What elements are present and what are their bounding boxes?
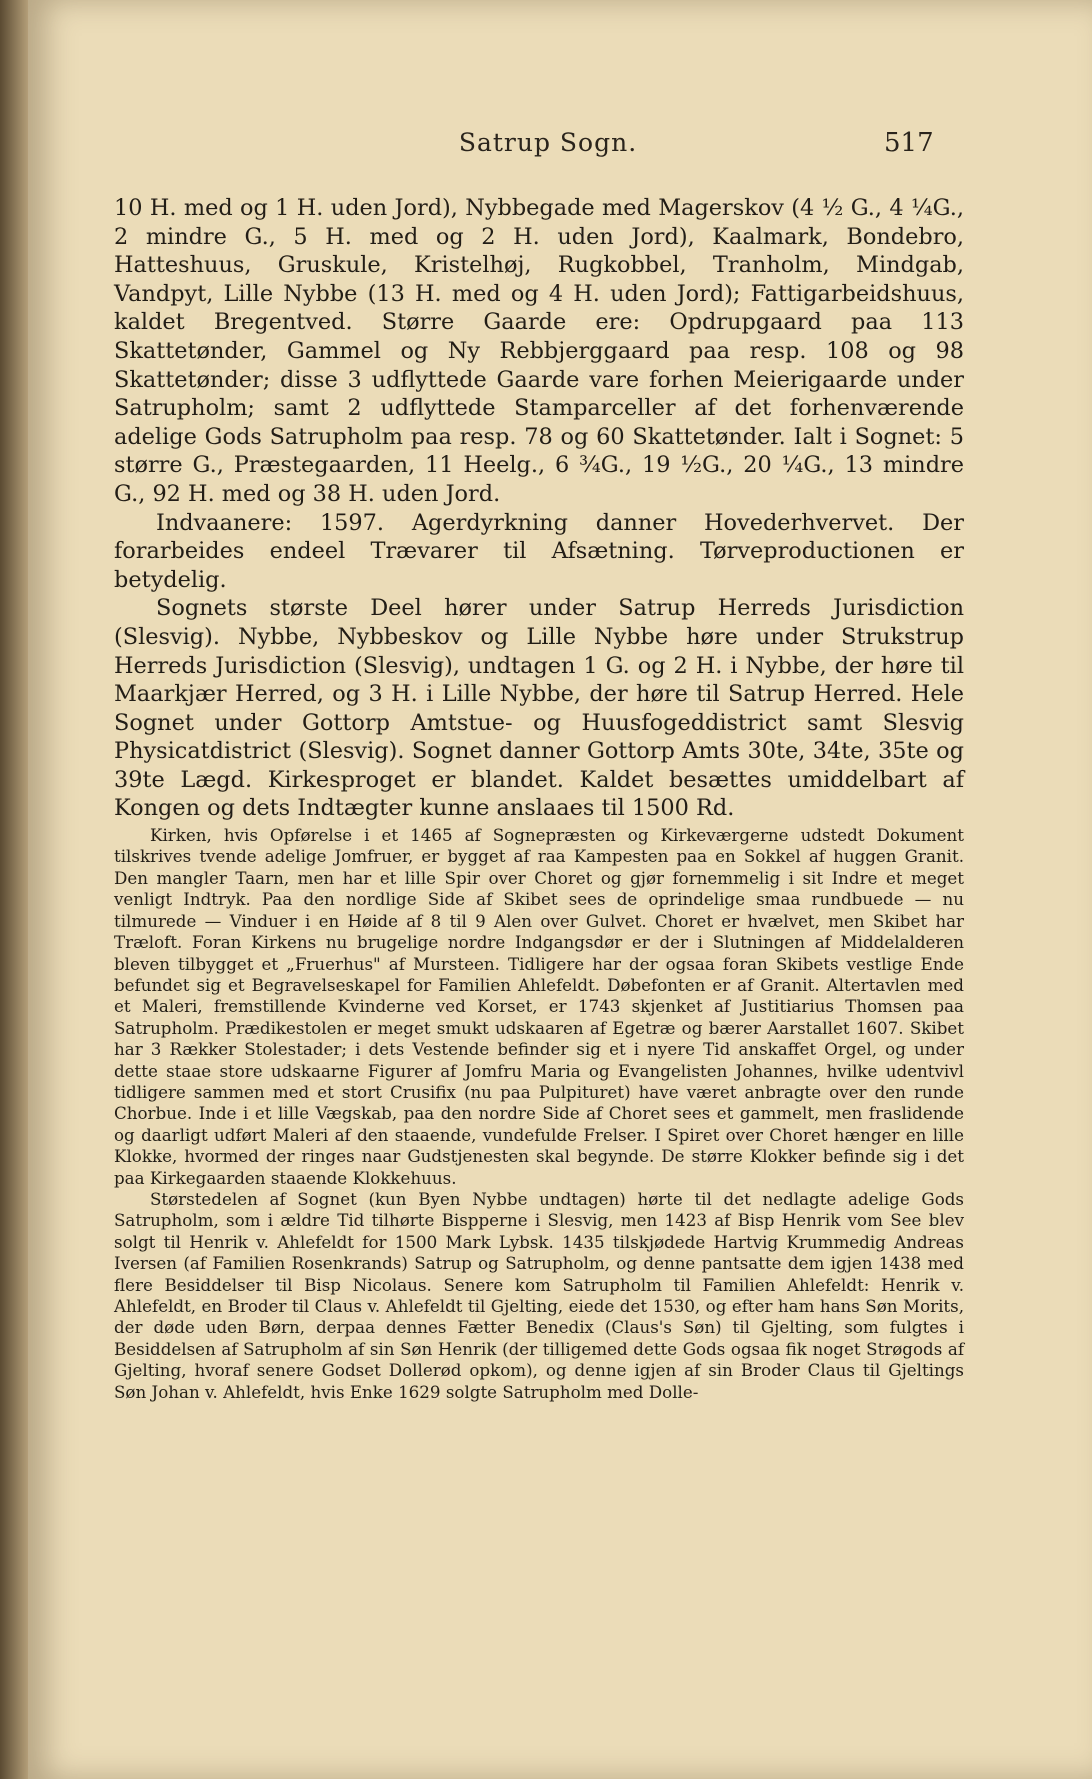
book-gutter	[0, 0, 28, 1779]
page-number: 517	[884, 128, 934, 158]
paragraph-villages: 10 H. med og 1 H. uden Jord), Nybbegade med Magerskov (4 ½ G., 4 ¼G., 2 mindre G., 5 H. med og 2 H. uden Jord), Kaalmark, Bondebro, Hatteshuus, Gruskule, Kristelhøj, Rugkobbel, Tranholm, Mindgab, Vandpyt, Lille Nybbe (13 H. med og 4 H. uden Jord); Fattigarbeidshuus, kaldet Bregentved. Større Gaarde ere: Opdrupgaard paa 113 Skattetønder, Gammel og Ny Rebbjerggaard paa resp. 108 og 98 Skattetønder; disse 3 udflyttede Gaarde vare forhen Meierigaarde under Satrupholm; samt 2 udflyttede Stamparceller af det forhenværende adelige Gods Satrupholm paa resp. 78 og 60 Skattetønder. Ialt i Sognet: 5 større G., Præstegaarden, 11 Heelg., 6 ¾G., 19 ½G., 20 ¼G., 13 mindre G., 92 H. med og 38 H. uden Jord.	[114, 195, 964, 507]
paragraph-church: Kirken, hvis Opførelse i et 1465 af Sognepræsten og Kirkeværgerne udstedt Dokument tilskrives tvende adelige Jomfruer, er bygget af raa Kampesten paa en Sokkel af huggen Granit. Den mangler Taarn, men har et lille Spir over Choret og gjør fornemmelig i sit Indre et meget venligt Indtryk. Paa den nordlige Side af Skibet sees de oprindelige smaa rundbuede — nu tilmurede — Vinduer i en Høide af 8 til 9 Alen over Gulvet. Choret er hvælvet, men Skibet har Træloft. Foran Kirkens nu brugelige nordre Indgangsdør er der i Slutningen af Middelalderen bleven tilbygget et „Fruerhus" af Mursteen. Tidligere har der ogsaa foran Skibets vestlige Ende befundet sig et Begravelseskapel for Familien Ahlefeldt. Døbefonten er af Granit. Altertavlen med et Maleri, fremstillende Kvinderne ved Korset, er 1743 skjenket af Justitiarius Thomsen paa Satrupholm. Prædikestolen er meget smukt udskaaren af Egetræ og bærer Aarstallet 1607. Skibet har 3 Rækker Stolestader; i dets Vestende befinder sig et i nyere Tid anskaffet Orgel, og under dette staae store udskaarne Figurer af Jomfru Maria og Evangelisten Johannes, hvilke udentvivl tidligere sammen med et stort Crusifix (nu paa Pulpituret) have været anbragte over den runde Chorbue. Inde i et lille Vægskab, paa den nordre Side af Choret sees et gammelt, men fraslidende og daarligt udført Maleri af den staaende, vundefulde Frelser. I Spiret over Choret hænger en lille Klokke, hvormed der ringes naar Gudstjenesten skal begynde. De større Klokker befinde sig i det paa Kirkegaarden staaende Klokkehuus.	[114, 825, 964, 1188]
paragraph-jurisdiction: Sognets største Deel hører under Satrup Herreds Jurisdiction (Slesvig). Nybbe, Nybbeskov og Lille Nybbe høre under Strukstrup Herreds Jurisdiction (Slesvig), undtagen 1 G. og 2 H. i Nybbe, der høre til Maarkjær Herred, og 3 H. i Lille Nybbe, der høre til Satrup Herred. Hele Sognet under Gottorp Amtstue- og Huusfogeddistrict samt Slesvig Physicatdistrict (Slesvig). Sognet danner Gottorp Amts 30te, 34te, 35te og 39te Lægd. Kirkesproget er blandet. Kaldet besættes umiddelbart af Kongen og dets Indtægter kunne anslaaes til 1500 Rd.	[114, 595, 964, 822]
paragraph-population: Indvaanere: 1597. Agerdyrkning danner Hovederhvervet. Der forarbeides endeel Trævarer til Afsætning. Tørveproductionen er betydelig.	[114, 509, 964, 593]
running-header	[28, 128, 1092, 164]
body-text	[114, 194, 964, 1403]
running-title: Satrup Sogn.	[458, 128, 638, 157]
book-page	[28, 0, 1092, 1779]
paragraph-history: Størstedelen af Sognet (kun Byen Nybbe undtagen) hørte til det nedlagte adelige Gods Satrupholm, som i ældre Tid tilhørte Bispperne i Slesvig, men 1423 af Bisp Henrik vom See blev solgt til Henrik v. Ahlefeldt for 1500 Mark Lybsk. 1435 tilskjødede Hartvig Krummedig Andreas Iversen (af Familien Rosenkrands) Satrup og Satrupholm, og denne pantsatte dem igjen 1438 med flere Besiddelser til Bisp Nicolaus. Senere kom Satrupholm til Familien Ahlefeldt: Henrik v. Ahlefeldt, en Broder til Claus v. Ahlefeldt til Gjelting, eiede det 1530, og efter ham hans Søn Morits, der døde uden Børn, derpaa dennes Fætter Benedix (Claus's Søn) til Gjelting, som fulgtes i Besiddelsen af Satrupholm af sin Søn Henrik (der tilligemed dette Gods ogsaa fik noget Strøgods af Gjelting, hvoraf senere Godset Dollerød opkom), og denne igjen af sin Broder Claus til Gjeltings Søn Johan v. Ahlefeldt, hvis Enke 1629 solgte Satrupholm med Dolle-	[114, 1188, 964, 1402]
